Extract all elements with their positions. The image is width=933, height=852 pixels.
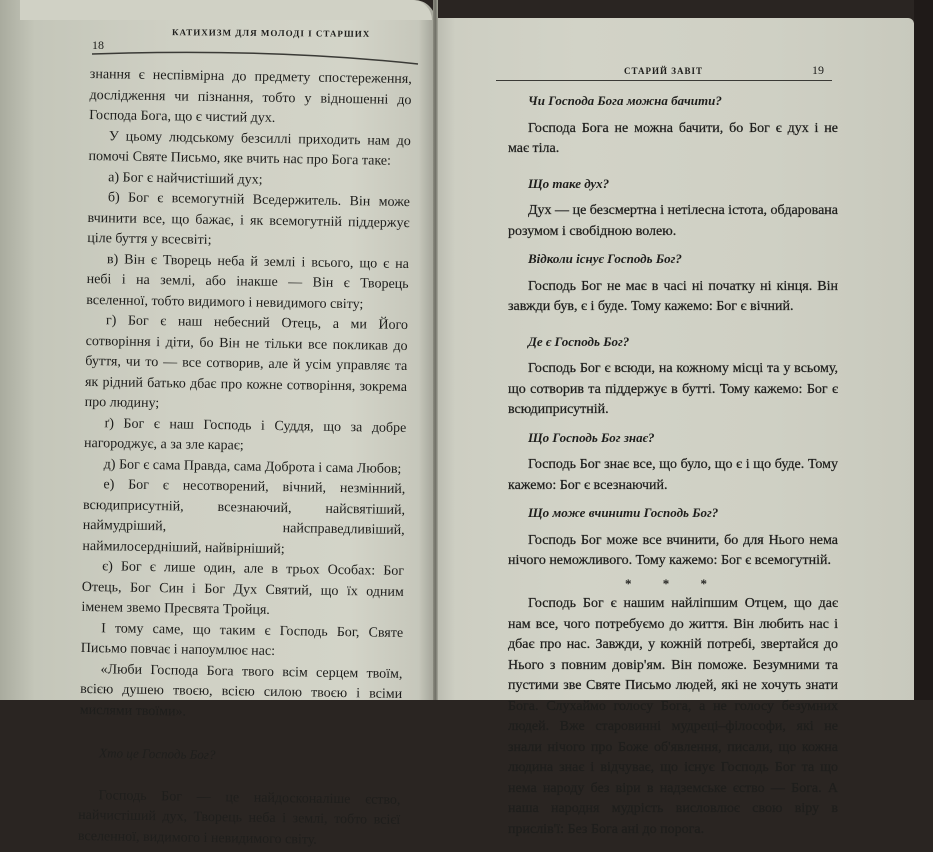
answer-paragraph: Господь Бог знає все, що було, що є і що буде. Тому кажемо: Бог є всезнаючий.: [508, 457, 838, 493]
answer-paragraph: Господь Бог — це найдосконаліше єство, найчистіший дух, Творець неба і землі, тобто всієї вселенної, видимого і невидимого світу.: [77, 787, 401, 848]
question-heading: Чи Господа Бога можна бачити?: [528, 93, 722, 108]
question-heading: Що таке дух?: [528, 175, 610, 191]
list-item: а) Бог є найчистіший дух;: [108, 169, 263, 188]
list-item: д) Бог є сама Правда, сама Доброта і сама Любов;: [103, 456, 402, 477]
answer-paragraph: Господа Бога не можна бачити, бо Бог є дух і не має тіла.: [508, 120, 838, 156]
page-number-left: 18: [92, 38, 104, 52]
question-heading: Де є Господь Бог?: [528, 333, 630, 349]
paragraph: У цьому людському безсиллі приходить нам до помочі Святе Письмо, яке вчить нас про Бога таке:: [88, 128, 411, 169]
list-item: є) Бог є лише один, але в трьох Особах: Бог Отець, Бог Син і Бог Дух Святий, що їх одним іменем звемо Пресвята Тройця.: [81, 559, 405, 618]
paragraph: знання є неспівмірна до предмету спостереження, дослідження чи пізнання, тобто у відношенні до Господа Бога, що є чистий дух.: [89, 66, 412, 126]
question-heading: Що Господь Бог знає?: [528, 429, 655, 445]
closing-paragraph: Господь Бог є нашим найліпшим Отцем, що дає нам все, чого потребуємо до життя. Він любить нас і дбає про нас. Завжди, у кожній потребі, звертайся до Нього з повним довір'ям. Він поможе. Безумними та пустими зве Святе Письмо людей, які не хочуть знати Бога. Слухаймо голосу Бога, а не голосу безумних людей. Вже старовинні мудреці–філософи, які не знали нічого про Боже об'явлення, писали, що кожна людина знає і відчуває, що існує Господь Бог та що нема народу без віри в надземське єство — Бога. А наша народня мудрість висловлює свою віру в прислів'ї: Без Бога ані до порога.: [508, 596, 838, 837]
left-page-body: [78, 65, 412, 852]
section-separator: * * *: [625, 575, 721, 591]
header-rule-left: [90, 44, 420, 68]
question-heading: Відколи існує Господь Бог?: [528, 251, 682, 266]
page-top-curl: [20, 0, 432, 20]
list-item: б) Бог є всемогутній Вседержитель. Він може вчинити все, що бажає, і як всемогутній піддержує ціле буття у всесвіті;: [87, 190, 410, 248]
running-head-left: КАТИХИЗМ ДЛЯ МОЛОДІ І СТАРШИХ: [171, 27, 371, 39]
book-gutter: [433, 0, 438, 700]
right-page-body: [508, 91, 838, 840]
background-surface-right: [914, 0, 933, 700]
answer-paragraph: Господь Бог є всюди, на кожному місці та у всьому, що сотворив та піддержує в бутті. Тому кажемо: Бог є всюдиприсутній.: [508, 361, 838, 417]
list-item: в) Він є Творець неба й землі і всього, що є на небі і на землі, або інакше — Він є Творець вселенної, тобто видимого і невидимого світу;: [86, 251, 410, 312]
paragraph: І тому саме, що таким є Господь Бог, Святе Письмо повчає і напоумлює нас:: [80, 620, 404, 659]
question-heading: Хто це Господь Бог?: [99, 745, 216, 763]
list-item: ґ) Бог є наш Господь і Суддя, що за добре нагороджує, а за зле карає;: [83, 415, 407, 454]
list-item: г) Бог є наш небесний Отець, а ми Його сотворіння і діти, бо Він не тільки все покликав до буття, чи то — все сотворив, але й усім управляє та як рідний батько дбає про кожне сотворіння, зокрема про людину;: [84, 313, 409, 412]
running-head-right: СТАРИЙ ЗАВІТ: [624, 66, 704, 76]
question-heading: Що може вчинити Господь Бог?: [528, 505, 719, 520]
header-rule-right: [496, 80, 832, 81]
answer-paragraph: Господь Бог може все вчинити, бо для Нього нема нічого неможливого. Тому кажемо: Бог є всемогутній.: [508, 532, 838, 568]
answer-paragraph: Дух — це безсмертна і нетілесна істота, обдарована розумом і свобідною волею.: [508, 203, 838, 239]
quotation: «Люби Господа Бога твого всім серцем твоїм, всією душею твоєю, всією силою твоєю і всіми мислями твоїми».: [79, 661, 403, 720]
list-item: е) Бог є несотворений, вічний, незмінний, всюдиприсутній, всезнаючий, найсвятіший, наймудріший, найсправедливіший, наймилосердніший, найвірніший;: [82, 477, 406, 557]
answer-paragraph: Господь Бог не має в часі ні початку ні кінця. Він завжди був, є і буде. Тому кажемо: Бог є вічний.: [508, 278, 838, 314]
page-number-right: 19: [812, 63, 824, 77]
